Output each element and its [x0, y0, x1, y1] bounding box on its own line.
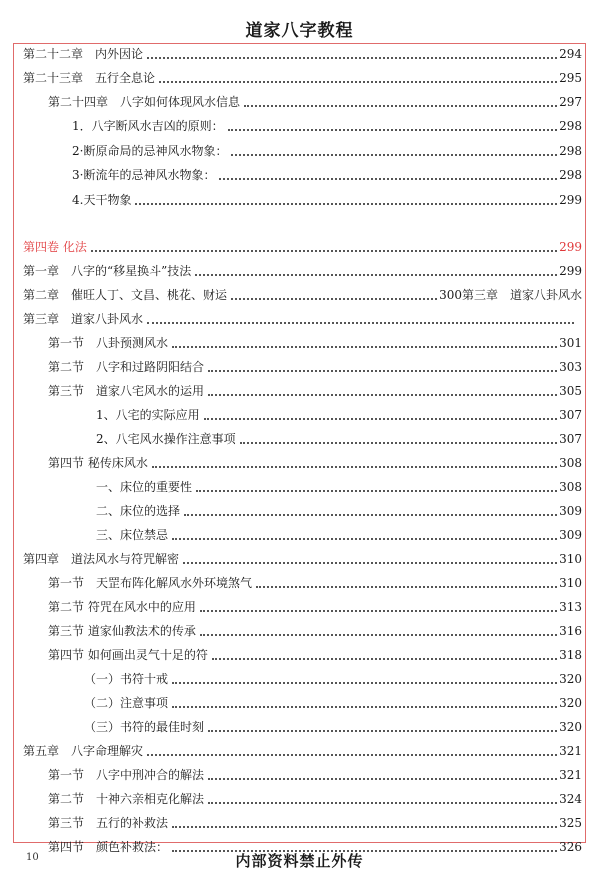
toc-entry-title: 二、床位的选择 — [96, 504, 181, 518]
dot-leader — [172, 345, 557, 348]
toc-entry-page: 299 — [559, 264, 582, 278]
dot-leader — [240, 441, 557, 444]
toc-entry-page: 309 — [559, 504, 582, 518]
toc-entry-title: （三）书符的最佳时刻 — [84, 720, 205, 734]
toc-entry-title: 第三节 道家八宅风水的运用 — [48, 384, 205, 398]
toc-entry — [14, 689, 585, 711]
toc-entry — [14, 353, 585, 375]
toc-entry — [14, 809, 585, 831]
toc-entry-title: 第一章 八字的“移星换斗”技法 — [23, 264, 192, 278]
toc-entry-title: 第四节 颜色补救法： — [48, 840, 169, 854]
toc-entry-page: 313 — [559, 600, 582, 614]
toc-entry-page: 298 — [559, 168, 582, 182]
toc-entry-title: 第四节 秘传床风水 — [48, 456, 148, 470]
toc-entry — [14, 521, 585, 543]
dot-leader — [135, 202, 557, 205]
toc-entry-title: 三、床位禁忌 — [96, 528, 169, 542]
dot-leader — [244, 104, 557, 107]
dot-leader — [172, 681, 557, 684]
toc-entry-title: 第三节 道家仙教法术的传承 — [48, 624, 196, 638]
toc-entry — [14, 641, 585, 663]
toc-entry-page: 299 — [559, 193, 582, 207]
toc-entry-page: 307 — [559, 408, 582, 422]
dot-leader — [184, 513, 557, 516]
toc-entry — [14, 497, 585, 519]
toc-entry-title: 第二节 符咒在风水中的应用 — [48, 600, 196, 614]
toc-entry-page: 320 — [559, 720, 582, 734]
toc-entry-page: 294 — [559, 47, 582, 61]
toc-entry-title: 第一节 八字中刑冲合的解法 — [48, 768, 205, 782]
toc-entry — [14, 713, 585, 735]
toc-entry — [14, 569, 585, 591]
dot-leader — [208, 729, 557, 732]
toc-entry — [14, 665, 585, 687]
dot-leader — [172, 825, 557, 828]
toc-entry-page: 308 — [559, 456, 582, 470]
dot-leader — [195, 273, 557, 276]
toc-entry-title: 3·断流年的忌神风水物象： — [72, 168, 216, 182]
dot-leader — [91, 249, 557, 252]
toc-entry-title: 第五章 八字命理解灾 — [23, 744, 144, 758]
document-title: 道家八字教程 — [245, 21, 354, 41]
toc-entry-page: 325 — [559, 816, 582, 830]
toc-entry — [14, 737, 585, 759]
toc-entry — [14, 545, 585, 567]
toc-entry-page: 321 — [559, 744, 582, 758]
toc-entry-title: 第二十二章 内外因论 — [23, 47, 144, 61]
toc-entry-page: 316 — [559, 624, 582, 638]
toc-entry-title: 1、八宅的实际应用 — [96, 408, 200, 422]
toc-entry-page: 295 — [559, 71, 582, 85]
toc-entry-title: 2、八宅风水操作注意事项 — [96, 432, 236, 446]
toc-entry — [14, 401, 585, 423]
dot-leader — [219, 177, 557, 180]
toc-entry-title: 第二节 八字和过路阴阳结合 — [48, 360, 205, 374]
dot-leader — [208, 393, 557, 396]
dot-leader — [208, 777, 557, 780]
toc-entry — [14, 186, 585, 208]
toc-entry-title: 一、床位的重要性 — [96, 480, 193, 494]
toc-entry-title: 第三节 五行的补救法 — [48, 816, 169, 830]
toc-entry-page: 297 — [559, 95, 582, 109]
toc-entry-page: 305 — [559, 384, 582, 398]
toc-entry-title: 1．八字断风水吉凶的原则： — [72, 119, 224, 133]
dot-leader — [208, 801, 557, 804]
toc-entry-page: 301 — [559, 336, 582, 350]
toc-entry-title: （一）书符十戒 — [84, 672, 169, 686]
toc-entry-page: 303 — [559, 360, 582, 374]
dot-leader — [147, 321, 574, 324]
toc-entry-title: 2·断原命局的忌神风水物象： — [72, 144, 228, 158]
toc-entry-page: 320 — [559, 696, 582, 710]
dot-leader — [147, 56, 557, 59]
toc-entry-page: 298 — [559, 119, 582, 133]
toc-entry-title: 第四节 如何画出灵气十足的符 — [48, 648, 208, 662]
dot-leader — [200, 633, 557, 636]
dot-leader — [196, 489, 557, 492]
toc-entry — [14, 305, 585, 327]
toc-entry — [14, 593, 585, 615]
toc-entry — [14, 88, 585, 110]
dot-leader — [172, 705, 557, 708]
toc-entry — [14, 137, 585, 159]
toc-entry-page: 309 — [559, 528, 582, 542]
toc-entry — [14, 449, 585, 471]
toc-entry-page: 307 — [559, 432, 582, 446]
toc-entry-page: 310 — [559, 576, 582, 590]
toc-entry-title: （二）注意事项 — [84, 696, 169, 710]
toc-entry — [14, 617, 585, 639]
toc-entry-title: 第二节 十神六亲相克化解法 — [48, 792, 205, 806]
toc-entry-title: 第二十三章 五行全息论 — [23, 71, 156, 85]
dot-leader — [200, 609, 557, 612]
dot-leader — [208, 369, 557, 372]
toc-entry-title: 第一节 天罡布阵化解风水外环境煞气 — [48, 576, 253, 590]
toc-entry — [14, 233, 585, 255]
toc-frame — [13, 43, 586, 854]
toc-entry-title: 4.天干物象 — [72, 193, 132, 207]
dot-leader — [204, 417, 557, 420]
toc-entry — [14, 112, 585, 134]
toc-entry-page: 299 — [559, 240, 582, 254]
toc-entry-page: 321 — [559, 768, 582, 782]
toc-entry-page: 324 — [559, 792, 582, 806]
dot-leader — [159, 80, 557, 83]
toc-entry — [14, 257, 585, 279]
dot-leader — [228, 128, 557, 131]
toc-entry — [14, 473, 585, 495]
toc-entry — [14, 377, 585, 399]
dot-leader — [256, 585, 557, 588]
dot-leader — [183, 561, 557, 564]
dot-leader — [231, 153, 557, 156]
toc-entry — [14, 161, 585, 183]
toc-entry-title: 第四章 道法风水与符咒解密 — [23, 552, 180, 566]
toc-entry-page: 326 — [559, 840, 582, 854]
toc-entry-page: 300第三章 道家八卦风水 — [439, 288, 582, 302]
toc-entry-page: 310 — [559, 552, 582, 566]
dot-leader — [212, 657, 557, 660]
dot-leader — [231, 297, 437, 300]
toc-entry — [14, 281, 585, 303]
toc-entry-title: 第四卷 化法 — [23, 240, 87, 254]
footer-notice: 内部资料禁止外传 — [235, 852, 364, 870]
page-number: 10 — [26, 852, 39, 863]
toc-entry-page: 298 — [559, 144, 582, 158]
toc-entry-title: 第三章 道家八卦风水 — [23, 312, 144, 326]
toc-entry — [14, 425, 585, 447]
toc-entry-title: 第二十四章 八字如何体现风水信息 — [48, 95, 241, 109]
dot-leader — [152, 465, 557, 468]
toc-entry — [14, 785, 585, 807]
toc-entry — [14, 761, 585, 783]
dot-leader — [172, 537, 557, 540]
toc-entry — [14, 40, 585, 62]
toc-entry-page: 308 — [559, 480, 582, 494]
toc-entry-page: 318 — [559, 648, 582, 662]
dot-leader — [147, 753, 557, 756]
toc-entry-title: 第一节 八卦预测风水 — [48, 336, 169, 350]
toc-entry — [14, 329, 585, 351]
toc-entry-title: 第二章 催旺人丁、文昌、桃花、财运 — [23, 288, 228, 302]
toc-entry-page: 320 — [559, 672, 582, 686]
toc-entry — [14, 64, 585, 86]
